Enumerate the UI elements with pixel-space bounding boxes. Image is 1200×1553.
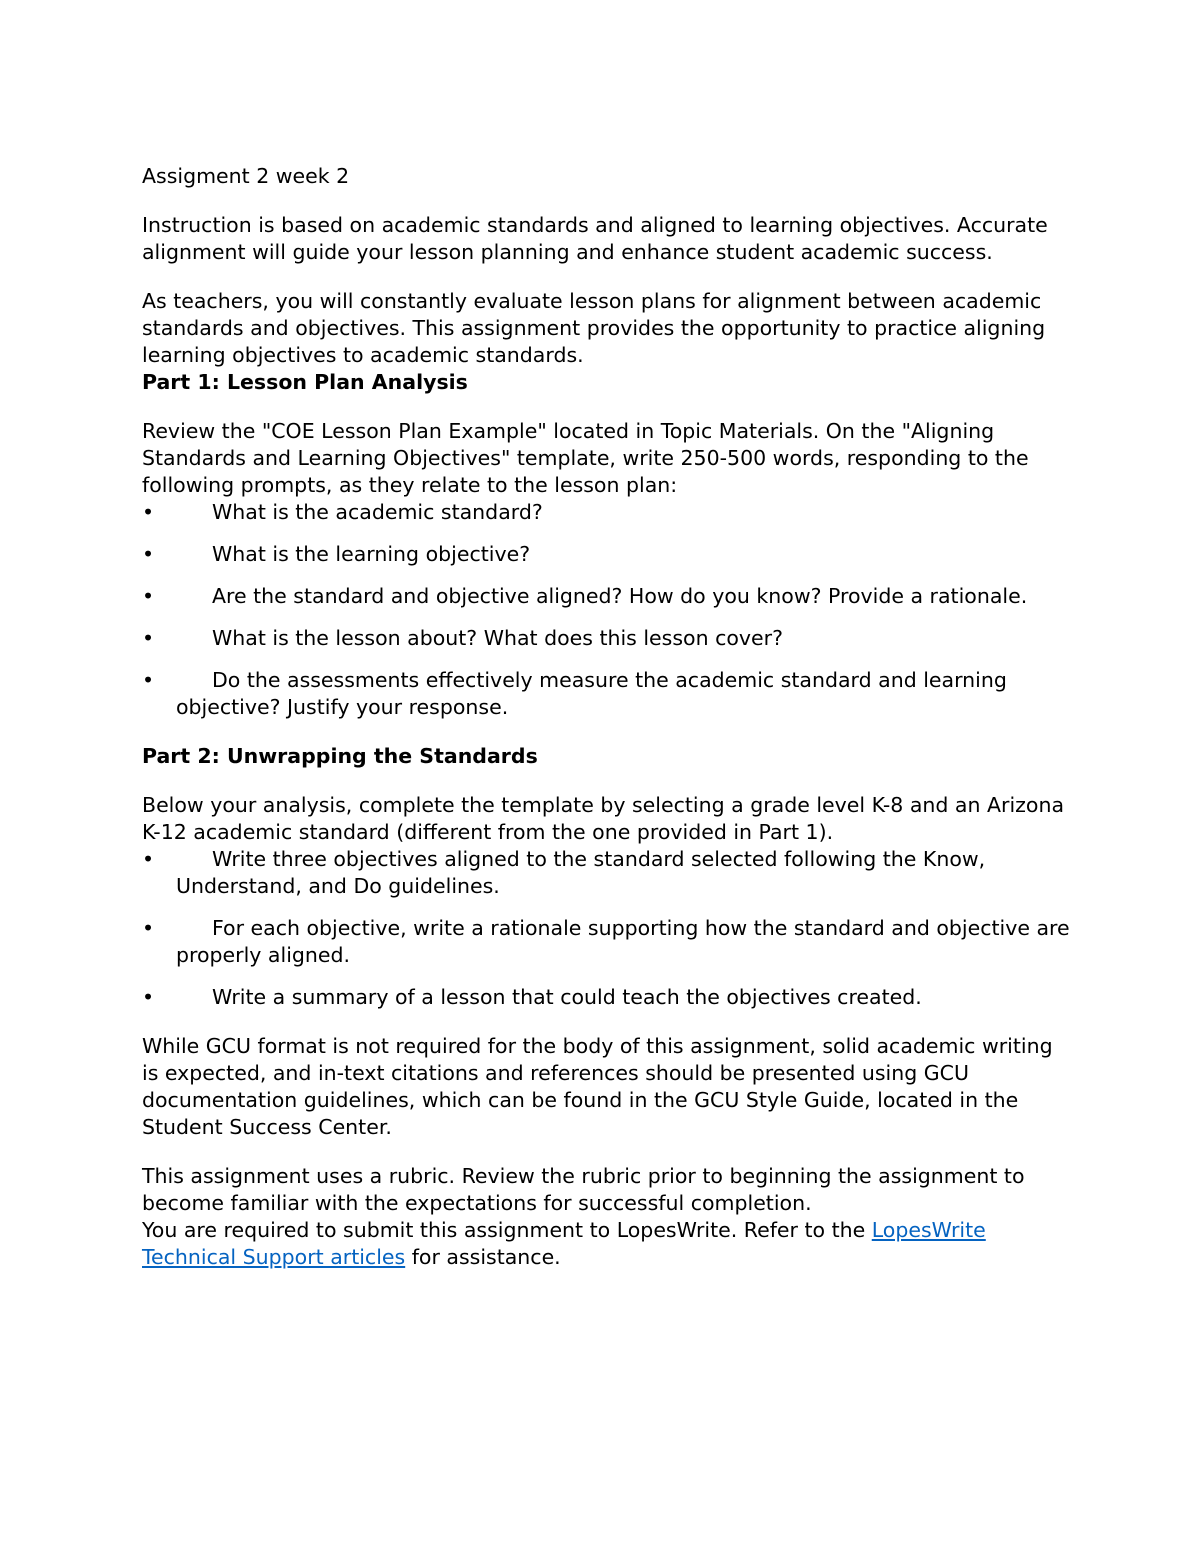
bullet-icon: • [142, 847, 155, 871]
part1-bullet-list [142, 499, 1072, 721]
gcu-format-paragraph: While GCU format is not required for the body of this assignment, solid academic writing is expected, and in-text citations and references should be presented using GCU documentation guidelines, which can be found in the GCU Style Guide, located in the Student Success Center. [142, 1034, 1053, 1139]
bullet-icon: • [142, 542, 155, 566]
list-item [142, 583, 1072, 610]
list-item-text: Do the assessments effectively measure the academic standard and learning objective? Justify your response. [176, 668, 1007, 719]
lopeswrite-support-link[interactable]: LopesWrite Technical Support articles [142, 1218, 986, 1269]
list-item [142, 625, 1072, 652]
list-item-text: Write a summary of a lesson that could teach the objectives created. [212, 985, 922, 1009]
document-title: Assigment 2 week 2 [142, 164, 350, 188]
document-page [142, 163, 1072, 1271]
part2-instructions: Below your analysis, complete the template by selecting a grade level K-8 and an Arizona K-12 academic standard (different from the one provided in Part 1). [142, 793, 1065, 844]
list-item-text: What is the academic standard? [212, 500, 543, 524]
bullet-icon: • [142, 626, 155, 650]
list-item-text: What is the lesson about? What does this lesson cover? [212, 626, 783, 650]
list-item [142, 499, 1072, 526]
list-item-text: What is the learning objective? [212, 542, 531, 566]
list-item [142, 846, 1072, 900]
bullet-icon: • [142, 916, 155, 940]
submit-text-after: for assistance. [405, 1245, 561, 1269]
bullet-icon: • [142, 500, 155, 524]
bullet-icon: • [142, 985, 155, 1009]
submit-paragraph [142, 1217, 1072, 1271]
part1-separator: : [211, 370, 227, 394]
part1-heading [142, 369, 1072, 396]
part2-label: Part 2 [142, 744, 212, 768]
list-item [142, 984, 1072, 1011]
part1-label: Part 1 [142, 370, 212, 394]
list-item-text: Are the standard and objective aligned? How do you know? Provide a rationale. [212, 584, 1028, 608]
part2-separator: : [211, 744, 227, 768]
part2-title: Unwrapping the Standards [226, 744, 538, 768]
part2-bullet-list [142, 846, 1072, 1011]
submit-text-before: You are required to submit this assignment to LopesWrite. Refer to the [142, 1218, 872, 1242]
part2-heading [142, 743, 1072, 770]
bullet-icon: • [142, 584, 155, 608]
list-item [142, 667, 1072, 721]
intro-paragraph: Instruction is based on academic standards and aligned to learning objectives. Accurate alignment will guide your lesson planning and enhance student academic success. [142, 213, 1048, 264]
list-item [142, 915, 1072, 969]
list-item [142, 541, 1072, 568]
rubric-paragraph: This assignment uses a rubric. Review the rubric prior to beginning the assignment to become familiar with the expectations for successful completion. [142, 1164, 1025, 1215]
list-item-text: For each objective, write a rationale supporting how the standard and objective are properly aligned. [176, 916, 1070, 967]
bullet-icon: • [142, 668, 155, 692]
list-item-text: Write three objectives aligned to the standard selected following the Know, Understand, and Do guidelines. [176, 847, 986, 898]
part1-instructions: Review the "COE Lesson Plan Example" located in Topic Materials. On the "Aligning Standards and Learning Objectives" template, write 250-500 words, responding to the following prompts, as they relate to the lesson plan: [142, 419, 1029, 497]
teachers-paragraph: As teachers, you will constantly evaluate lesson plans for alignment between academic standards and objectives. This assignment provides the opportunity to practice aligning learning objectives to academic standards. [142, 289, 1046, 367]
part1-title: Lesson Plan Analysis [226, 370, 468, 394]
